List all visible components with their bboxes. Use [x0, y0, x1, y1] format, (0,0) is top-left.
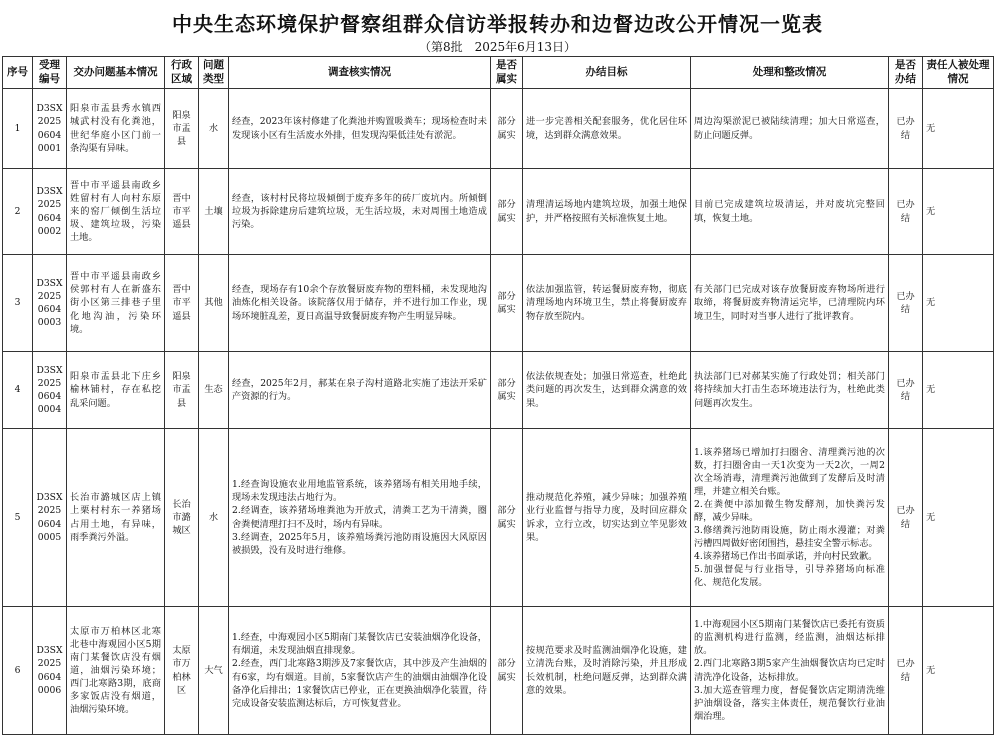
cell-verified: 部分属实 — [491, 255, 523, 352]
cell-goal: 按规范要求及时监测油烟净化设施，建立清洗台账，及时消除污染，并且形成长效机制，杜绝问题反弹，达到群众满意的效果。 — [523, 607, 691, 735]
cell-handling: 目前已完成建筑垃圾清运，并对废坑完整回填，恢复土地。 — [691, 169, 889, 255]
header-seq: 序号 — [3, 57, 33, 89]
cell-closed: 已办结 — [889, 607, 923, 735]
header-accountability: 责任人被处理情况 — [923, 57, 994, 89]
petition-table — [2, 56, 994, 735]
header-issue: 交办问题基本情况 — [67, 57, 165, 89]
cell-seq: 6 — [3, 607, 33, 735]
cell-accountability: 无 — [923, 255, 994, 352]
cell-accountability: 无 — [923, 607, 994, 735]
cell-seq: 3 — [3, 255, 33, 352]
cell-region: 阳泉市盂县 — [165, 352, 199, 429]
cell-verified: 部分属实 — [491, 607, 523, 735]
cell-code: D3SX202506040006 — [33, 607, 67, 735]
table-row — [3, 607, 994, 735]
cell-accountability: 无 — [923, 169, 994, 255]
cell-region: 阳泉市盂县 — [165, 89, 199, 169]
cell-verified: 部分属实 — [491, 429, 523, 607]
cell-issue: 阳泉市盂县北下庄乡榆林铺村，存在私挖乱采问题。 — [67, 352, 165, 429]
cell-closed: 已办结 — [889, 352, 923, 429]
header-closed: 是否办结 — [889, 57, 923, 89]
header-goal: 办结目标 — [523, 57, 691, 89]
cell-seq: 4 — [3, 352, 33, 429]
cell-handling: 1.中海观园小区5期南门某餐饮店已委托有资质的监测机构进行监测，经监测，油烟达标排放。 2.西门北寒路3期5家产生油烟餐饮店均已定时清洗净化设备，达标排放。 3.加大巡查管理力度，督促餐饮店定期清洗维护油烟设备，落实主体责任，规范餐饮行业油烟治理。 — [691, 607, 889, 735]
table-row — [3, 255, 994, 352]
cell-investigation: 1.经查，中海观园小区5期南门某餐饮店已安装油烟净化设备，有烟道，未发现油烟直排现象。 2.经查，西门北寒路3期涉及7家餐饮店，其中涉及产生油烟的有6家，均有烟道。目前，5家餐饮店产生的油烟由油烟净化设备净化后排出；1家餐饮店已停业，正在更换油烟净化装置，待完成设备安装监测达标后，方可恢复营业。 — [229, 607, 491, 735]
cell-issue: 晋中市平遥县南政乡姓留村有人向村东原来的窑厂倾倒生活垃圾、建筑垃圾，污染土地。 — [67, 169, 165, 255]
cell-issue: 太原市万柏林区北寒北巷中海观园小区5期南门某餐饮店没有烟道，油烟污染环境；西门北寒路3期，底商多家饭店没有烟道，油烟污染环境。 — [67, 607, 165, 735]
cell-handling: 周边沟渠淤泥已被陆续清理；加大日常巡查，防止问题反弹。 — [691, 89, 889, 169]
cell-handling: 有关部门已完成对该存放餐厨废弃物场所进行取缔，将餐厨废弃物清运完毕，已清理院内环境卫生，同时对当事人进行了批评教育。 — [691, 255, 889, 352]
cell-type: 水 — [199, 89, 229, 169]
table-row — [3, 169, 994, 255]
header-investigation: 调查核实情况 — [229, 57, 491, 89]
cell-type: 其他 — [199, 255, 229, 352]
cell-type: 大气 — [199, 607, 229, 735]
page-subtitle: （第8批 2025年6月13日） — [418, 40, 577, 54]
cell-region: 晋中市平遥县 — [165, 255, 199, 352]
cell-type: 生态 — [199, 352, 229, 429]
cell-accountability: 无 — [923, 352, 994, 429]
table-row — [3, 352, 994, 429]
cell-closed: 已办结 — [889, 255, 923, 352]
cell-verified: 部分属实 — [491, 169, 523, 255]
cell-verified: 部分属实 — [491, 352, 523, 429]
header-type: 问题类型 — [199, 57, 229, 89]
cell-region: 晋中市平遥县 — [165, 169, 199, 255]
cell-accountability: 无 — [923, 89, 994, 169]
cell-closed: 已办结 — [889, 169, 923, 255]
table-row — [3, 89, 994, 169]
cell-region: 长治市潞城区 — [165, 429, 199, 607]
cell-code: D3SX202506040004 — [33, 352, 67, 429]
cell-code: D3SX202506040005 — [33, 429, 67, 607]
cell-goal: 推动规范化养殖，减少异味；加强养殖业行业监督与指导力度，及时回应群众诉求，立行立改，切实达到立竿见影效果。 — [523, 429, 691, 607]
cell-code: D3SX202506040002 — [33, 169, 67, 255]
header-verified: 是否属实 — [491, 57, 523, 89]
cell-issue: 晋中市平遥县南政乡侯郭村有人在新盛东街小区第三排巷子里化地沟油，污染环境。 — [67, 255, 165, 352]
cell-seq: 1 — [3, 89, 33, 169]
cell-investigation: 经查，2025年2月，郝某在泉子沟村道路北实施了违法开采矿产资源的行为。 — [229, 352, 491, 429]
cell-seq: 5 — [3, 429, 33, 607]
cell-code: D3SX202506040001 — [33, 89, 67, 169]
table-header-row — [3, 57, 994, 89]
cell-investigation: 经查，现场存有10余个存放餐厨废弃物的塑料桶，未发现地沟油炼化相关设备。该院落仅用于储存，并不进行加工作业，现场环境脏乱差，夏日高温导致餐厨废弃物产生明显异味。 — [229, 255, 491, 352]
header-handling: 处理和整改情况 — [691, 57, 889, 89]
cell-seq: 2 — [3, 169, 33, 255]
cell-investigation: 1.经查询设施农业用地监管系统，该养猪场有相关用地手续，现场未发现违法占地行为。 2.经调查，该养猪场堆粪池为开放式，清粪工艺为干清粪，圈舍粪便清理打扫不及时，场内有异味。 3.经调查，2025年5月，该养殖场粪污池防雨设施因大风原因被损毁，没有及时进行维修。 — [229, 429, 491, 607]
cell-closed: 已办结 — [889, 89, 923, 169]
cell-handling: 1.该养猪场已增加打扫圈舍、清理粪污池的次数，打扫圈舍由一天1次变为一天2次，一周2次全场消毒，清理粪污池做到了发酵后及时清理，并建立相关台账。 2.在粪便中添加微生物发酵剂，加快粪污发酵，减少异味。 3.修缮粪污池防雨设施，防止雨水漫灌；对粪污槽四周做好密闭围挡，悬挂安全警示标志。 4.该养猪场已作出书面承诺，并向村民致歉。 5.加强督促与行业指导，引导养猪场向标准化、规范化发展。 — [691, 429, 889, 607]
cell-handling: 执法部门已对郝某实施了行政处罚；相关部门将持续加大打击生态环境违法行为，杜绝此类问题再次发生。 — [691, 352, 889, 429]
cell-verified: 部分属实 — [491, 89, 523, 169]
cell-goal: 依法加强监管，转运餐厨废弃物，彻底清理场地内环境卫生，禁止将餐厨废弃物存放至院内。 — [523, 255, 691, 352]
cell-goal: 进一步完善相关配套服务，优化居住环境，达到群众满意效果。 — [523, 89, 691, 169]
header-region: 行政区域 — [165, 57, 199, 89]
table-body — [3, 89, 994, 735]
table-row — [3, 429, 994, 607]
cell-investigation: 经查，2023年该村修建了化粪池并购置吸粪车；现场检查时未发现该小区有生活废水外排，但发现沟渠低洼处有淤泥。 — [229, 89, 491, 169]
cell-issue: 阳泉市盂县秀水镇西城武村没有化粪池，世纪华庭小区门前一条沟渠有异味。 — [67, 89, 165, 169]
cell-type: 水 — [199, 429, 229, 607]
cell-code: D3SX202506040003 — [33, 255, 67, 352]
cell-region: 太原市万柏林区 — [165, 607, 199, 735]
cell-issue: 长治市潞城区店上镇上栗村村东一养猪场占用土地，有异味，雨季粪污外溢。 — [67, 429, 165, 607]
cell-accountability: 无 — [923, 429, 994, 607]
cell-investigation: 经查，该村村民将垃圾倾倒于废弃多年的砖厂废坑内。所倾倒垃圾为拆除建房后建筑垃圾，无生活垃圾，未对周围土地造成污染。 — [229, 169, 491, 255]
page-title: 中央生态环境保护督察组群众信访举报转办和边督边改公开情况一览表 — [172, 12, 823, 36]
cell-type: 土壤 — [199, 169, 229, 255]
cell-goal: 清理清运场地内建筑垃圾，加强土地保护，并严格按照有关标准恢复土地。 — [523, 169, 691, 255]
cell-goal: 依法依规查处；加强日常巡查，杜绝此类问题的再次发生，达到群众满意的效果。 — [523, 352, 691, 429]
header-code: 受理编号 — [33, 57, 67, 89]
cell-closed: 已办结 — [889, 429, 923, 607]
